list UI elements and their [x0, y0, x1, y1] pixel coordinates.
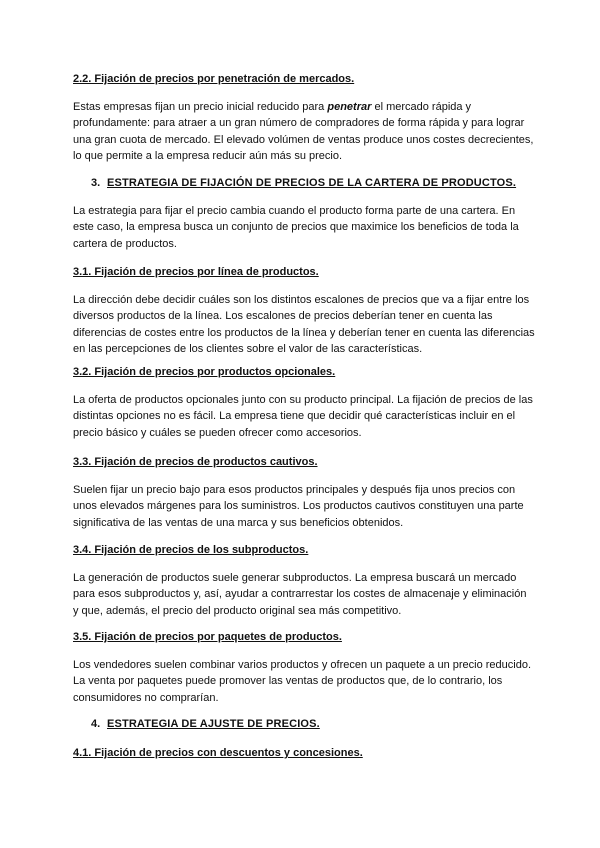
chapter-title: ESTRATEGIA DE AJUSTE DE PRECIOS.	[107, 718, 320, 730]
paragraph-text: el mercado rápida y profundamente: para atraer a un gran número de compradores de forma rápida y para lograr una gran cuota de mercado. El elevado volúmen de ventas produce unos costes decrecientes, lo que permite a la empresa reducir aún más su precio.	[73, 101, 534, 162]
section-paragraph-3-4: La generación de productos suele generar subproductos. La empresa buscará un mercado para esos subproductos y, así, ayudar a contrarrestar los costes de almacenaje y eliminación y que, además, el precio del producto original sea más competitivo.	[73, 572, 527, 617]
section-heading-2-2: 2.2. Fijación de precios por penetración de mercados.	[73, 73, 355, 85]
chapter-heading-3	[91, 176, 551, 190]
section-heading-3-5: 3.5. Fijación de precios por paquetes de productos.	[73, 631, 342, 643]
chapter-heading-4	[91, 717, 551, 731]
chapter-number: 4.	[91, 718, 101, 730]
chapter-paragraph-3: La estrategia para fijar el precio cambia cuando el producto forma parte de una cartera. En este caso, la empresa busca un conjunto de precios que maximice los beneficios de toda la cartera de productos.	[73, 205, 519, 250]
section-heading-3-2: 3.2. Fijación de precios por productos opcionales.	[73, 366, 336, 378]
section-paragraph-3-5: Los vendedores suelen combinar varios productos y ofrecen un paquete a un precio reducido. La venta por paquetes puede promover las ventas de productos que, de lo contrario, los consumidores no comprarían.	[73, 659, 532, 704]
section-paragraph-2-2	[73, 99, 535, 164]
chapter-title: ESTRATEGIA DE FIJACIÓN DE PRECIOS DE LA CARTERA DE PRODUCTOS.	[107, 177, 517, 189]
section-paragraph-3-1: La dirección debe decidir cuáles son los distintos escalones de precios que va a fijar entre los diversos productos de la línea. Los escalones de precios deberían tener en cuenta las diferencias de costes entre los productos de la línea y deberían tener en cuenta las diferencias en las percepciones de los clientes sobre el valor de las características.	[73, 294, 535, 355]
chapter-number: 3.	[91, 177, 101, 189]
section-paragraph-3-2: La oferta de productos opcionales junto con su producto principal. La fijación de precios de las distintas opciones no es fácil. La empresa tiene que decidir qué características incluir en el precio básico y cuáles se pueden ofrecer como accesorios.	[73, 394, 533, 439]
section-heading-4-1: 4.1. Fijación de precios con descuentos y concesiones.	[73, 747, 363, 759]
section-paragraph-3-3: Suelen fijar un precio bajo para esos productos principales y después fija unos precios con unos elevados márgenes para los suministros. Los productos cautivos constituyen una parte significativa de las ventas de una marca y sus beneficios obtenidos.	[73, 484, 524, 529]
section-heading-3-1: 3.1. Fijación de precios por línea de productos.	[73, 266, 319, 278]
paragraph-text: Estas empresas fijan un precio inicial reducido para	[73, 101, 328, 113]
section-heading-3-3: 3.3. Fijación de precios de productos cautivos.	[73, 456, 318, 468]
section-heading-3-4: 3.4. Fijación de precios de los subproductos.	[73, 544, 309, 556]
emphasized-word: penetrar	[327, 101, 372, 113]
